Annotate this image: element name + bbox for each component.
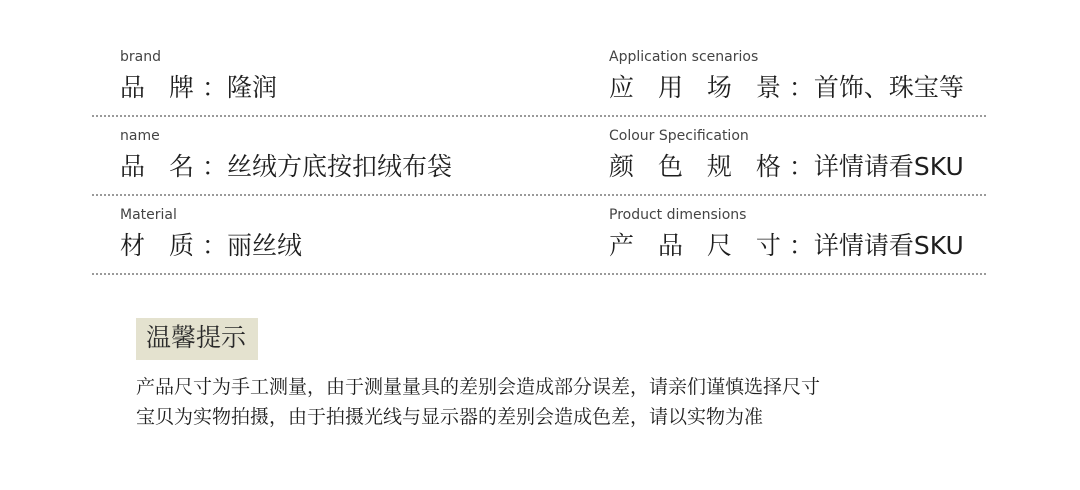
spec-material-line: [120, 229, 302, 263]
spec-row-material: [92, 196, 986, 275]
spec-material: [120, 206, 302, 263]
spec-dimensions-en-label: Product dimensions: [609, 207, 747, 223]
spec-dimensions: [609, 206, 964, 263]
spec-brand-key: 品 牌: [120, 73, 202, 102]
spec-brand-sep: ：: [201, 73, 227, 102]
spec-colour-en-label: Colour Specification: [609, 128, 749, 144]
spec-name-key: 品 名: [120, 152, 202, 181]
spec-colour: [609, 127, 964, 184]
spec-material-value: 丽丝绒: [226, 231, 302, 260]
spec-application-en-label: Application scenarios: [609, 49, 759, 65]
spec-dimensions-line: [609, 229, 964, 263]
tips-line-color-difference: 宝贝为实物拍摄，由于拍摄光线与显示器的差别会造成色差，请以实物为准: [136, 406, 764, 428]
spec-dimensions-key: 产 品 尺 寸: [609, 231, 789, 260]
spec-application-value: 首饰、珠宝等: [813, 73, 964, 102]
spec-application: [609, 48, 964, 105]
spec-name-sep: ：: [201, 152, 227, 181]
spec-application-line: [609, 71, 964, 105]
spec-name: [120, 127, 452, 184]
spec-brand-en-label: brand: [120, 49, 161, 65]
spec-colour-key: 颜 色 规 格: [609, 152, 789, 181]
spec-dimensions-sep: ：: [788, 231, 814, 260]
spec-application-key: 应 用 场 景: [609, 73, 789, 102]
spec-colour-value: 详情请看SKU: [813, 152, 964, 181]
spec-material-sep: ：: [201, 231, 227, 260]
spec-application-sep: ：: [788, 73, 814, 102]
spec-row-name: [92, 117, 986, 196]
tips-section: [136, 318, 936, 432]
spec-material-key: 材 质: [120, 231, 202, 260]
spec-brand: [120, 48, 277, 105]
spec-brand-value: 隆润: [226, 73, 277, 102]
spec-brand-line: [120, 71, 277, 105]
tips-title: 温馨提示: [136, 318, 258, 360]
spec-dimensions-value: 详情请看SKU: [813, 231, 964, 260]
tips-line-measurement: 产品尺寸为手工测量，由于测量量具的差别会造成部分误差，请亲们谨慎选择尺寸: [136, 376, 821, 398]
spec-table: [92, 38, 986, 275]
spec-name-value: 丝绒方底按扣绒布袋: [226, 152, 452, 181]
spec-material-en-label: Material: [120, 207, 177, 223]
spec-name-en-label: name: [120, 128, 160, 144]
spec-colour-line: [609, 150, 964, 184]
spec-colour-sep: ：: [788, 152, 814, 181]
spec-name-line: [120, 150, 452, 184]
spec-row-brand: [92, 38, 986, 117]
